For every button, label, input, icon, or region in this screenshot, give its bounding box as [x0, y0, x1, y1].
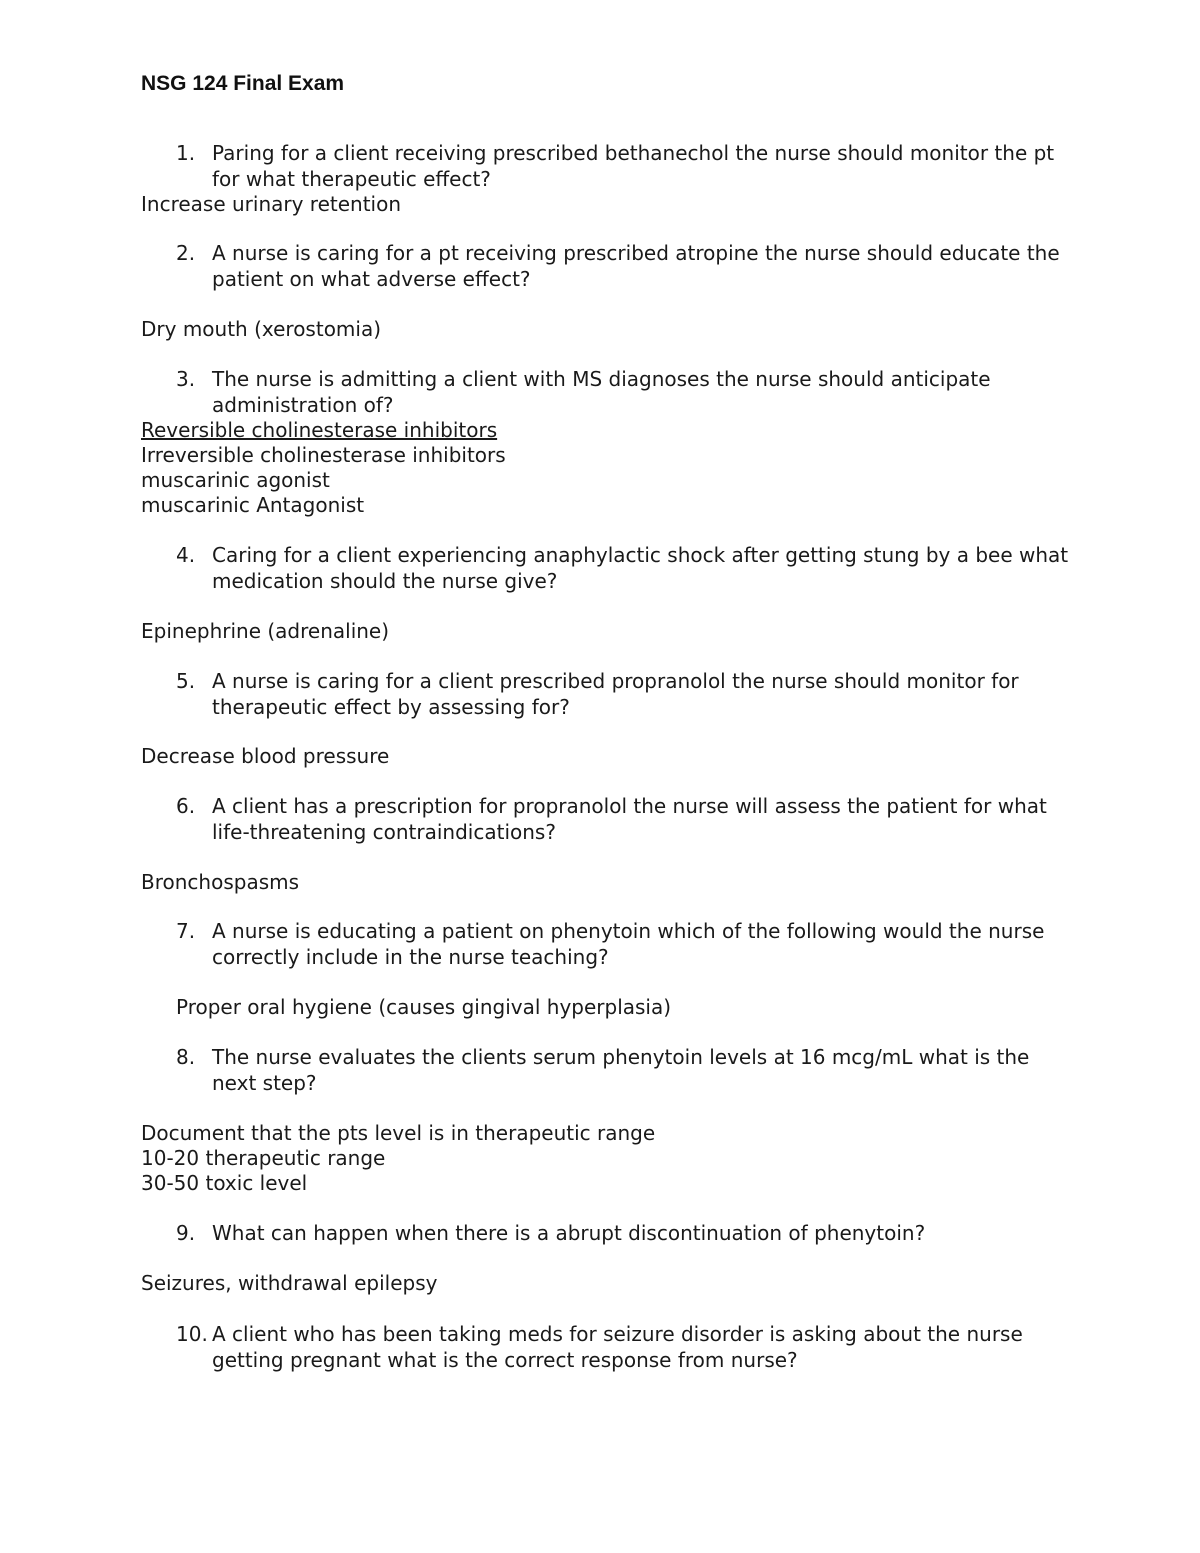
answer-1: Increase urinary retention	[141, 192, 402, 216]
question-text: What can happen when there is a abrupt discontinuation of phenytoin?	[212, 1221, 926, 1245]
question-text: Caring for a client experiencing anaphylactic shock after getting stung by a bee what medication should the nurse give?	[212, 543, 1069, 593]
question-text: A client has a prescription for propranolol the nurse will assess the patient for what life-threatening contraindications?	[212, 794, 1047, 844]
question-number: 9.	[176, 1221, 196, 1245]
question-text: A nurse is caring for a pt receiving prescribed atropine the nurse should educate the patient on what adverse effect?	[212, 241, 1060, 291]
question-text: Paring for a client receiving prescribed bethanechol the nurse should monitor the pt for what therapeutic effect?	[212, 141, 1055, 191]
answer-8-line-3: 30-50 toxic level	[141, 1171, 308, 1195]
answer-8-line-1: Document that the pts level is in therapeutic range	[141, 1121, 656, 1145]
answer-2: Dry mouth (xerostomia)	[141, 317, 382, 341]
answer-5: Decrease blood pressure	[141, 744, 390, 768]
answer-9: Seizures, withdrawal epilepsy	[141, 1271, 438, 1295]
question-number: 7.	[176, 919, 196, 943]
question-number: 10.	[176, 1322, 208, 1346]
answer-3-option-4: muscarinic Antagonist	[141, 493, 365, 517]
answer-7: Proper oral hygiene (causes gingival hyperplasia)	[176, 995, 672, 1019]
answer-3-option-3: muscarinic agonist	[141, 468, 330, 492]
document-title: NSG 124 Final Exam	[141, 72, 345, 95]
question-number: 3.	[176, 367, 196, 391]
question-number: 2.	[176, 241, 196, 265]
question-number: 1.	[176, 141, 196, 165]
question-text: The nurse is admitting a client with MS diagnoses the nurse should anticipate administration of?	[212, 367, 991, 417]
answer-3-option-2: Irreversible cholinesterase inhibitors	[141, 443, 506, 467]
question-number: 6.	[176, 794, 196, 818]
question-text: A nurse is caring for a client prescribed propranolol the nurse should monitor for therapeutic effect by assessing for?	[212, 669, 1019, 719]
question-number: 4.	[176, 543, 196, 567]
question-text: The nurse evaluates the clients serum phenytoin levels at 16 mcg/mL what is the next step?	[212, 1045, 1030, 1095]
question-number: 8.	[176, 1045, 196, 1069]
question-number: 5.	[176, 669, 196, 693]
answer-4: Epinephrine (adrenaline)	[141, 619, 390, 643]
answer-6: Bronchospasms	[141, 870, 300, 894]
question-text: A nurse is educating a patient on phenytoin which of the following would the nurse correctly include in the nurse teaching?	[212, 919, 1045, 969]
answer-8-line-2: 10-20 therapeutic range	[141, 1146, 386, 1170]
answer-3-option-1: Reversible cholinesterase inhibitors	[141, 418, 498, 442]
question-text: A client who has been taking meds for seizure disorder is asking about the nurse getting pregnant what is the correct response from nurse?	[212, 1322, 1023, 1372]
